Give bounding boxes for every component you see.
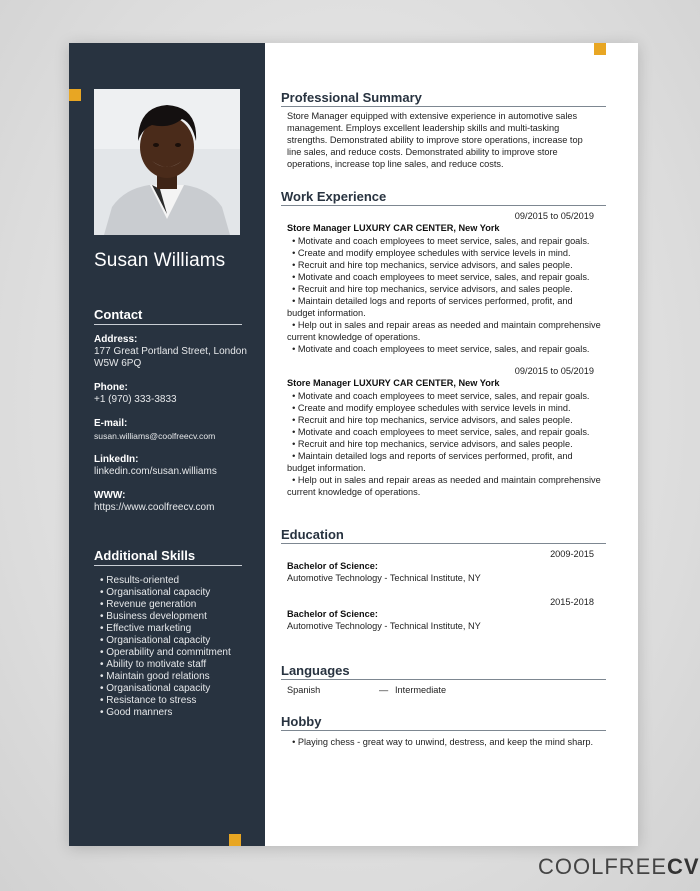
education-heading: Education: [281, 527, 606, 544]
contact-section: [94, 333, 254, 514]
hobby-heading: Hobby: [281, 714, 606, 731]
resume-page: [69, 43, 638, 846]
education-school: Automotive Technology - Technical Institute, NY: [287, 621, 481, 631]
www-value[interactable]: https://www.coolfreecv.com: [94, 502, 215, 513]
skill-item: • Maintain good relations: [100, 671, 260, 683]
job-bullet: • Motivate and coach employees to meet service, sales, and repair goals.: [287, 271, 603, 283]
address-label: Address:: [94, 334, 138, 345]
job-title: Store Manager LUXURY CAR CENTER, New York: [287, 378, 500, 388]
skill-item: • Good manners: [100, 707, 260, 719]
phone-value: +1 (970) 333-3833: [94, 394, 177, 405]
education-degree: Bachelor of Science:: [287, 561, 378, 571]
education-degree: Bachelor of Science:: [287, 609, 378, 619]
job-bullet: • Motivate and coach employees to meet service, sales, and repair goals.: [287, 426, 603, 438]
language-level: Intermediate: [395, 685, 447, 695]
www-label: WWW:: [94, 490, 126, 501]
languages-heading: Languages: [281, 663, 606, 680]
job-bullets: [287, 235, 603, 355]
phone-label: Phone:: [94, 382, 128, 393]
profile-photo: [94, 89, 240, 235]
linkedin-value[interactable]: linkedin.com/susan.williams: [94, 466, 217, 477]
job-bullet: • Help out in sales and repair areas as needed and maintain comprehensive current knowledge of operations.: [287, 474, 603, 498]
summary-heading: Professional Summary: [281, 90, 606, 107]
experience-heading: Work Experience: [281, 189, 606, 206]
portrait-image: [94, 89, 240, 235]
education-school: Automotive Technology - Technical Institute, NY: [287, 573, 481, 583]
skill-item: • Results-oriented: [100, 575, 260, 587]
skill-item: • Operability and commitment: [100, 647, 260, 659]
brand-text-bold: CV: [667, 854, 700, 879]
brand-text-light: COOLFREE: [538, 854, 668, 879]
job-bullet: • Motivate and coach employees to meet service, sales, and repair goals.: [287, 235, 603, 247]
skill-item: • Organisational capacity: [100, 635, 260, 647]
job-dates: 09/2015 to 05/2019: [514, 211, 594, 221]
job-bullet: • Recruit and hire top mechanics, service advisors, and sales people.: [287, 414, 603, 426]
skills-heading: Additional Skills: [94, 548, 242, 566]
job-bullet: • Recruit and hire top mechanics, service advisors, and sales people.: [287, 283, 603, 295]
skill-item: • Business development: [100, 611, 260, 623]
language-name: Spanish: [287, 685, 321, 695]
skill-item: • Organisational capacity: [100, 587, 260, 599]
accent-square: [69, 89, 81, 101]
skill-item: • Effective marketing: [100, 623, 260, 635]
summary-text: Store Manager equipped with extensive experience in automotive sales management. Employs excellent leadership skills and multi-tasking strengths. Demonstrated ability to improve store operations, increase top line sales, and reduce costs. Demonstrated ability to improve store operations, increase top line sales, and reduce costs.: [287, 111, 583, 169]
language-separator: —: [379, 685, 389, 695]
job-bullet: • Maintain detailed logs and reports of services performed, profit, and budget information.: [287, 450, 603, 474]
skill-item: • Revenue generation: [100, 599, 260, 611]
job-bullet: • Create and modify employee schedules with service levels in mind.: [287, 247, 603, 259]
sidebar: [69, 43, 265, 846]
skills-list: [100, 575, 260, 719]
linkedin-label: LinkedIn:: [94, 454, 139, 465]
address-line-1: 177 Great Portland Street, London: [94, 346, 247, 357]
accent-square: [229, 834, 241, 846]
job-title: Store Manager LUXURY CAR CENTER, New York: [287, 223, 500, 233]
job-bullets: [287, 390, 603, 498]
skill-item: • Resistance to stress: [100, 695, 260, 707]
address-line-2: W5W 6PQ: [94, 358, 142, 369]
hobby-item: • Playing chess - great way to unwind, destress, and keep the mind sharp.: [287, 736, 603, 748]
accent-square: [594, 43, 606, 55]
email-value[interactable]: susan.williams@coolfreecv.com: [94, 431, 216, 441]
email-label: E-mail:: [94, 418, 128, 429]
job-bullet: • Recruit and hire top mechanics, service advisors, and sales people.: [287, 438, 603, 450]
job-bullet: • Recruit and hire top mechanics, service advisors, and sales people.: [287, 259, 603, 271]
job-bullet: • Motivate and coach employees to meet service, sales, and repair goals.: [287, 343, 603, 355]
education-dates: 2009-2015: [550, 549, 594, 559]
skill-item: • Organisational capacity: [100, 683, 260, 695]
hobby-list: [287, 736, 603, 748]
job-dates: 09/2015 to 05/2019: [514, 366, 594, 376]
job-bullet: • Motivate and coach employees to meet service, sales, and repair goals.: [287, 390, 603, 402]
job-bullet: • Create and modify employee schedules with service levels in mind.: [287, 402, 603, 414]
brand-logo: [538, 854, 700, 880]
skill-item: • Ability to motivate staff: [100, 659, 260, 671]
education-dates: 2015-2018: [550, 597, 594, 607]
contact-heading: Contact: [94, 307, 242, 325]
job-bullet: • Help out in sales and repair areas as needed and maintain comprehensive current knowledge of operations.: [287, 319, 603, 343]
candidate-name: Susan Williams: [94, 250, 226, 271]
job-bullet: • Maintain detailed logs and reports of services performed, profit, and budget information.: [287, 295, 603, 319]
